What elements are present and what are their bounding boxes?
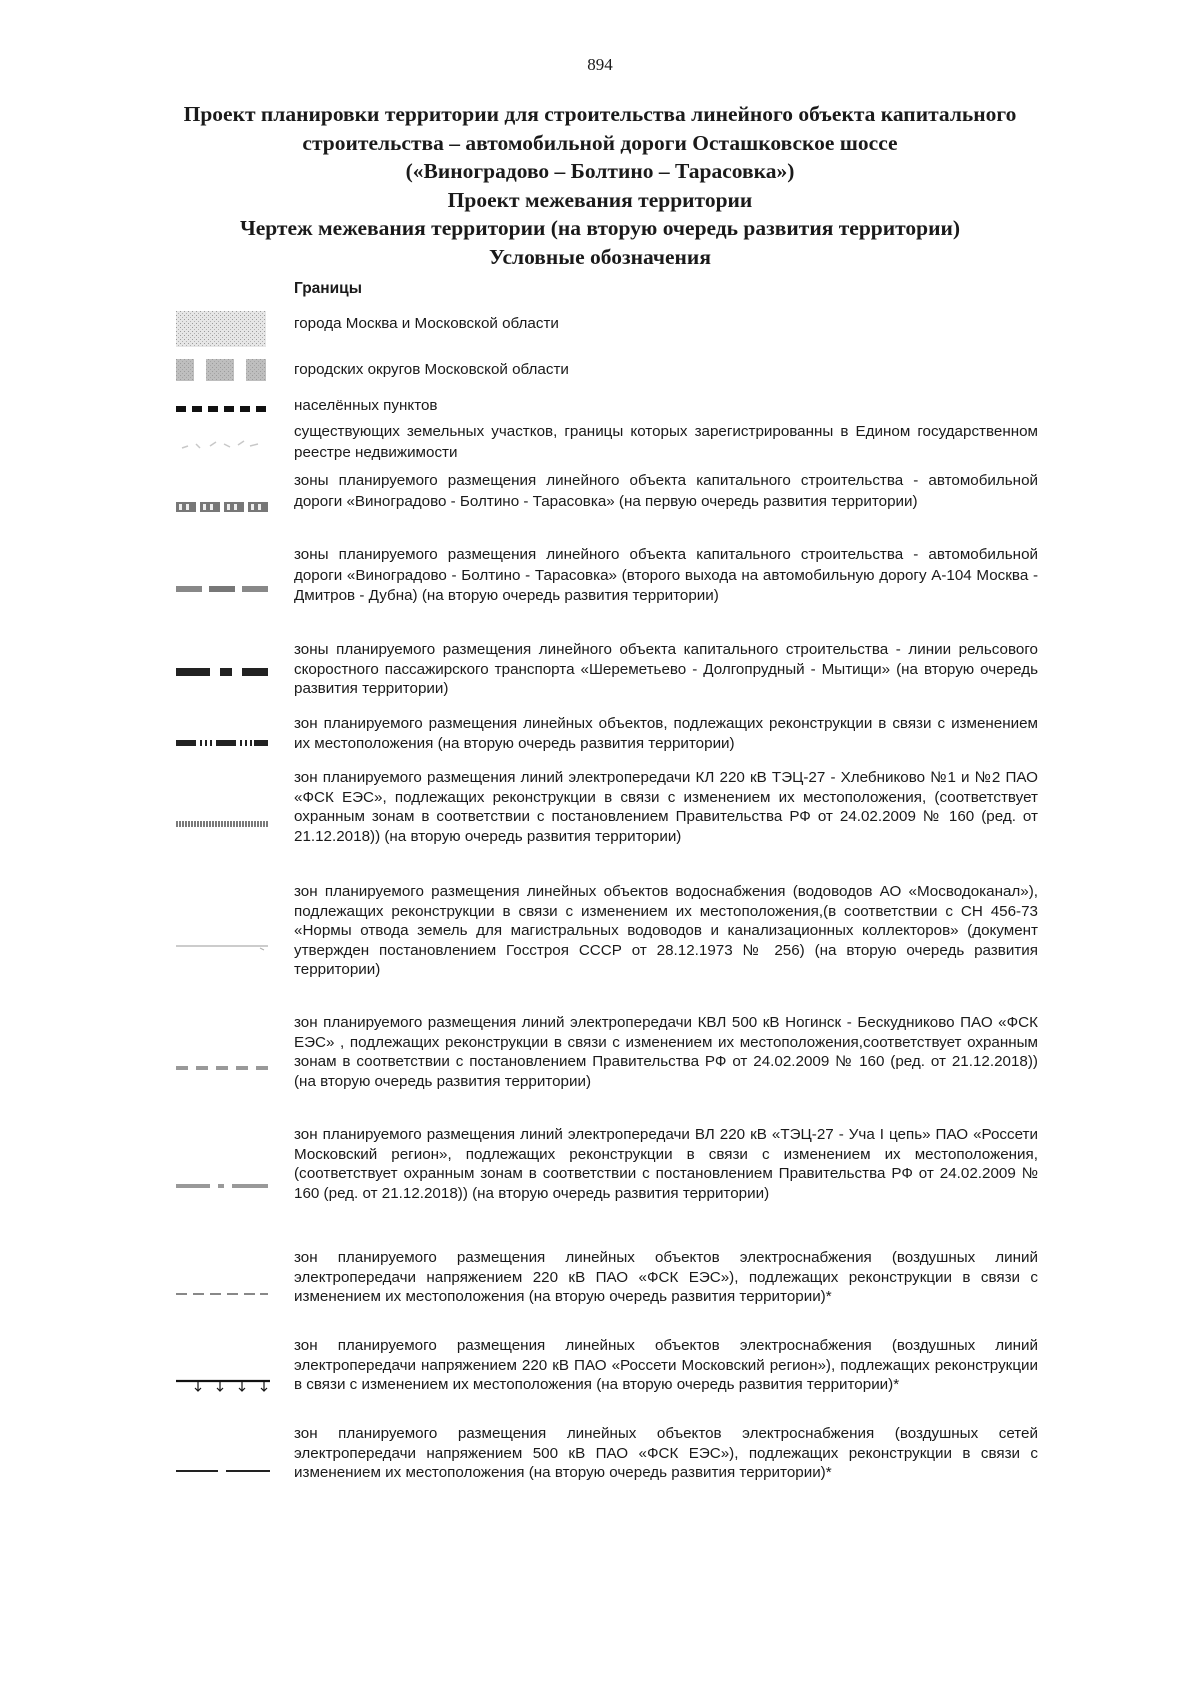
moscow-city-oblast-boundary-icon: [176, 311, 266, 347]
kvl-500-power-line-zone-icon: [176, 1064, 268, 1072]
rail-transport-zone-icon: [176, 666, 268, 678]
document-title: [60, 100, 1140, 271]
urban-districts-boundary-icon: [176, 359, 266, 381]
legend-entry-text: зон планируемого размещения линий электропередачи КВЛ 500 кВ Ногинск - Бескудниково ПАО «ФСК ЕЭС» , подлежащих реконструкции в связи с изменением их местоположения,соответствует охранным зонам в соответствии с постановлением Правительства РФ от 24.02.2009 № 160 (ред. от 21.12.2018)) (на вторую очередь развития территории): [294, 1014, 1038, 1090]
page-number: 894: [587, 55, 613, 74]
vl-220-power-line-zone-icon: [176, 1182, 268, 1190]
road-zone-first-stage-icon: [176, 500, 268, 514]
legend-entry-text: зон планируемого размещения линейных объектов водоснабжения (водоводов АО «Мосводоканал»), подлежащих реконструкции в связи с изменением их местоположения,(в соответствии с СН 456-73 «Нормы отвода земель для магистральных водоводов и канализационных коллекторов» (документ утвержден постановлением Госстроя СССР от 28.12.1973 № 256) (на вторую очередь развития территории): [294, 883, 1038, 978]
legend-entry-text: города Москва и Московской области: [294, 315, 559, 332]
registered-land-plots-boundary-icon: [180, 436, 266, 452]
legend-entry-text: зоны планируемого размещения линейного объекта капитального строительства - линии рельсового скоростного пассажирского транспорта «Шереметьево - Долгопрудный - Мытищи» (на вторую очередь развития территории): [294, 641, 1038, 697]
legend-entry-text: зоны планируемого размещения линейного объекта капитального строительства - автомобильной дороги «Виноградово - Болтино - Тарасовка» (второго выхода на автомобильную дорогу А-104 Москва - Дмитров - Дубна) (на вторую очередь развития территории): [294, 546, 1038, 605]
title-line: Проект межевания территории: [447, 187, 753, 212]
legend-entry-text: зон планируемого размещения линий электропередачи КЛ 220 кВ ТЭЦ-27 - Хлебниково №1 и №2 ПАО «ФСК ЕЭС», подлежащих реконструкции в связи с изменением их местоположения, (соответствует охранным зонам в соответствии с постановлением Правительства РФ от 24.02.2009 № 160 (ред. от 21.12.2018)) (на вторую очередь развития территории): [294, 769, 1038, 845]
settlements-boundary-icon: [176, 404, 266, 414]
overhead-220-fsk-zone-icon: [176, 1290, 268, 1298]
legend-entry-text: зон планируемого размещения линейных объектов электроснабжения (воздушных линий электропередачи напряжением 220 кВ ПАО «Россети Московский регион»), подлежащих реконструкции в связи с изменением их местоположения (на вторую очередь развития территории)*: [294, 1337, 1038, 1393]
legend-entry-text: зон планируемого размещения линейных объектов, подлежащих реконструкции в связи с изменением их местоположения (на вторую очередь развития территории): [294, 715, 1038, 752]
legend-entry-text: зоны планируемого размещения линейного объекта капитального строительства - автомобильной дороги «Виноградово - Болтино - Тарасовка» (на первую очередь развития территории): [294, 472, 1038, 510]
title-line: строительства – автомобильной дороги Осташковское шоссе: [302, 130, 898, 155]
legend-entry-text: зон планируемого размещения линий электропередачи ВЛ 220 кВ «ТЭЦ-27 - Уча I цепь» ПАО «Россети Московский регион», подлежащих реконструкции в связи с изменением их местоположения, (соответствует охранным зонам в соответствии с постановлением Правительства РФ от 24.02.2009 № 160 (ред. от 21.12.2018)) (на вторую очередь развития территории): [294, 1126, 1038, 1202]
legend-entry-text: городских округов Московской области: [294, 361, 569, 378]
kl-220-power-line-zone-icon: [176, 820, 268, 828]
title-line: («Виноградово – Болтино – Тарасовка»): [405, 159, 795, 183]
legend-entry-text: зон планируемого размещения линейных объектов электроснабжения (воздушных линий электропередачи напряжением 220 кВ ПАО «ФСК ЕЭС»), подлежащих реконструкции в связи с изменением их местоположения (на вторую очередь развития территории)*: [294, 1249, 1038, 1305]
title-line: Чертеж межевания территории (на вторую очередь развития территории): [239, 216, 961, 240]
road-zone-second-exit-icon: [176, 584, 268, 594]
legend-entry-text: зон планируемого размещения линейных объектов электроснабжения (воздушных сетей электропередачи напряжением 500 кВ ПАО «ФСК ЕЭС»), подлежащих реконструкции в связи с изменением их местоположения (на вторую очередь развития территории)*: [294, 1425, 1038, 1481]
legend-entry-text: существующих земельных участков, границы которых зарегистрированны в Едином государственном реестре недвижимости: [294, 423, 1038, 461]
title-line: Проект планировки территории для строительства линейного объекта капитального: [183, 102, 1017, 126]
relocated-linear-objects-zone-icon: [176, 738, 268, 748]
overhead-500-fsk-zone-icon: [176, 1468, 270, 1474]
legend-entry-text: населённых пунктов: [294, 397, 438, 414]
legend-heading: Границы: [294, 280, 362, 297]
title-line: Условные обозначения: [489, 244, 711, 269]
overhead-220-rosseti-zone-icon: [176, 1378, 270, 1394]
water-supply-zone-icon: [176, 942, 268, 952]
